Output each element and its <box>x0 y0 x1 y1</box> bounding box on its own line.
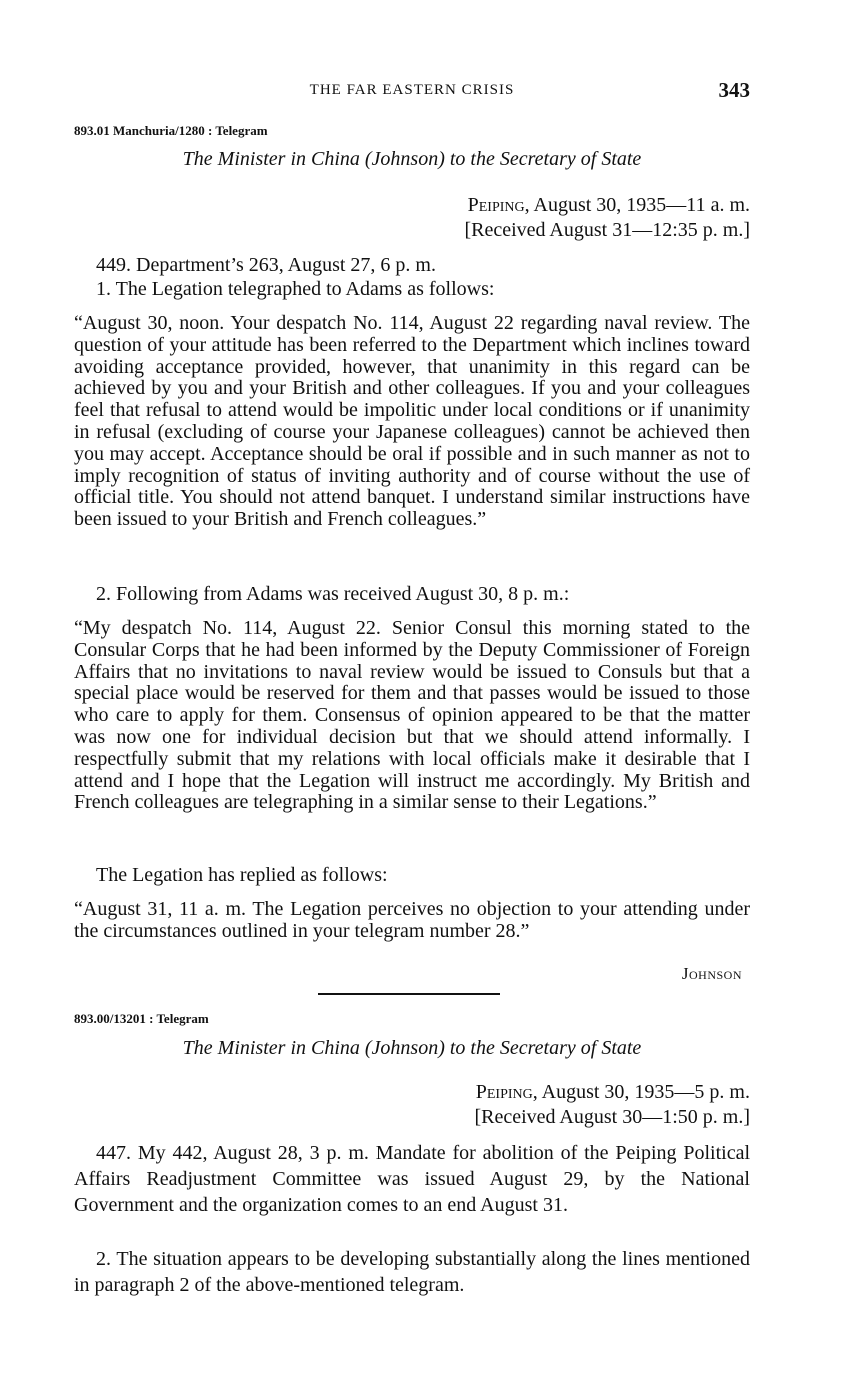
dateline-place-1: Peiping <box>467 194 525 216</box>
page-number: 343 <box>718 78 750 102</box>
running-title: THE FAR EASTERN CRISIS <box>309 82 515 98</box>
dateline-place-2: Peiping <box>475 1081 533 1103</box>
quoted-telegram-2: “My despatch No. 114, August 22. Senior Consul this morning stated to the Consular Corps that he had been informed by the Deputy Commissioner of Foreign Affairs that no invitations to naval review would be issued to Consuls but that a special place would be reserved for them and that passes would be issued to those who care to apply for them. Consensus of opinion appeared to be that the matter was now one for individual decision but that we should attend informally. I respectfully submit that my relations with local officials make it desirable that I attend and I hope that the Legation will instruct me accordingly. My British and French colleagues are telegraphing in a similar sense to their Legations.” <box>74 617 750 814</box>
received-line-2: [Received August 30—1:50 p. m.] <box>474 1106 750 1128</box>
dateline-date-1: , August 30, 1935—11 a. m. <box>524 194 750 216</box>
document-title-2: The Minister in China (Johnson) to the Secretary of State <box>182 1037 642 1059</box>
quoted-telegram-3: “August 31, 11 a. m. The Legation perceives no objection to your attending under the circumstances outlined in your telegram number 28.” <box>74 898 750 942</box>
received-line-1: [Received August 31—12:35 p. m.] <box>464 219 750 241</box>
paragraph-2-doc2: 2. The situation appears to be developing substantially along the lines mentioned in paragraph 2 of the above-mentioned telegram. <box>74 1248 750 1296</box>
paragraph-449: 449. Department’s 263, August 27, 6 p. m. <box>96 254 436 276</box>
paragraph-447: 447. My 442, August 28, 3 p. m. Mandate for abolition of the Peiping Political Affairs Readjustment Committee was issued August 29, by the National Government and the organization comes to an end August 31. <box>74 1142 750 1216</box>
paragraph-reply: The Legation has replied as follows: <box>96 864 388 886</box>
section-divider <box>318 993 500 995</box>
paragraph-2: 2. Following from Adams was received August 30, 8 p. m.: <box>96 583 570 605</box>
file-reference-2: 893.00/13201 : Telegram <box>74 1011 209 1026</box>
running-header <box>74 80 750 104</box>
signature-1: Johnson <box>681 964 742 983</box>
file-reference-1: 893.01 Manchuria/1280 : Telegram <box>74 123 268 138</box>
document-title-1: The Minister in China (Johnson) to the Secretary of State <box>182 148 642 170</box>
quoted-telegram-1: “August 30, noon. Your despatch No. 114, August 22 regarding naval review. The question of your attitude has been referred to the Department which inclines toward avoiding acceptance provided, however, that unanimity in this regard can be achieved by you and your British and other colleagues. If you and your colleagues feel that refusal to attend would be impolitic under local conditions or if unanimity in refusal (excluding of course your Japanese colleagues) cannot be achieved then you may accept. Acceptance should be oral if possible and in such manner as not to imply recognition of status of inviting authority and of course without the use of official title. You should not attend banquet. I understand similar instructions have been issued to your British and French colleagues.” <box>74 312 750 531</box>
dateline-date-2: , August 30, 1935—5 p. m. <box>532 1081 750 1103</box>
dateline-1 <box>464 193 750 243</box>
dateline-2 <box>474 1080 750 1130</box>
paragraph-1: 1. The Legation telegraphed to Adams as follows: <box>96 278 495 300</box>
